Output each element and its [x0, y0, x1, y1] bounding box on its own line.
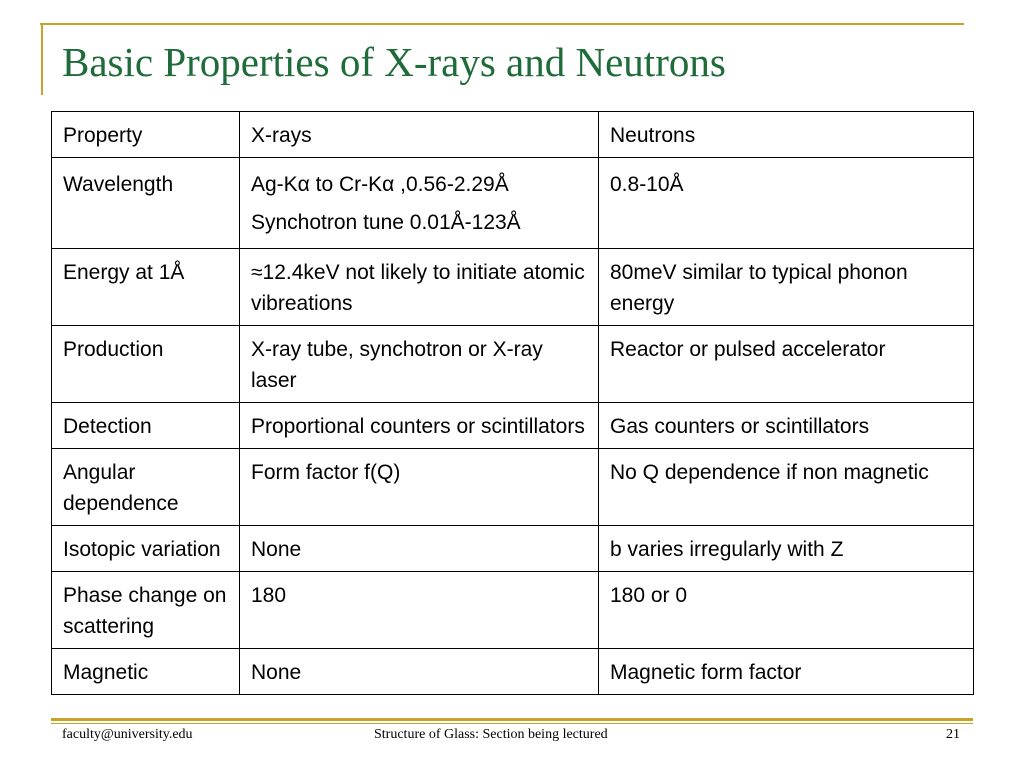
cell-property: Energy at 1Å: [52, 249, 240, 326]
cell-neutrons: 80meV similar to typical phonon energy: [599, 249, 974, 326]
cell-xrays: X-ray tube, synchotron or X-ray laser: [240, 326, 599, 403]
cell-neutrons: Reactor or pulsed accelerator: [599, 326, 974, 403]
footer-rule-thick: [51, 718, 973, 721]
cell-neutrons: 0.8-10Å: [599, 158, 974, 249]
cell-property: Isotopic variation: [52, 526, 240, 572]
table-row-magnetic: [52, 649, 974, 695]
cell-neutrons: 180 or 0: [599, 572, 974, 649]
table-header-row: [52, 112, 974, 158]
cell-property: Magnetic: [52, 649, 240, 695]
cell-xrays: None: [240, 526, 599, 572]
header-property: Property: [52, 112, 240, 158]
cell-xrays: Form factor f(Q): [240, 449, 599, 526]
cell-xrays: 180: [240, 572, 599, 649]
slide-title: Basic Properties of X-rays and Neutrons: [62, 39, 726, 85]
table-row-detection: [52, 403, 974, 449]
cell-neutrons: b varies irregularly with Z: [599, 526, 974, 572]
table-row-phase-change: [52, 572, 974, 649]
cell-property: Phase change on scattering: [52, 572, 240, 649]
cell-property: Wavelength: [52, 158, 240, 249]
cell-xrays: None: [240, 649, 599, 695]
footer-course: Structure of Glass: Section being lectured: [374, 727, 608, 742]
cell-xrays-line-2: Synchotron tune 0.01Å-123Å: [251, 211, 521, 234]
cell-property: Production: [52, 326, 240, 403]
cell-xrays: [240, 158, 599, 249]
cell-neutrons: No Q dependence if non magnetic: [599, 449, 974, 526]
cell-neutrons: Magnetic form factor: [599, 649, 974, 695]
footer-rule-thin: [51, 723, 973, 724]
header-xrays: X-rays: [240, 112, 599, 158]
properties-table: [51, 111, 974, 695]
table-row-production: [52, 326, 974, 403]
header-neutrons: Neutrons: [599, 112, 974, 158]
table-row-energy: [52, 249, 974, 326]
cell-xrays: Proportional counters or scintillators: [240, 403, 599, 449]
cell-property: Detection: [52, 403, 240, 449]
cell-neutrons: Gas counters or scintillators: [599, 403, 974, 449]
table-row-angular-dependence: [52, 449, 974, 526]
cell-property: Angular dependence: [52, 449, 240, 526]
table-row-isotopic-variation: [52, 526, 974, 572]
cell-xrays-line-1: Ag-Kα to Cr-Kα ,0.56-2.29Å: [251, 173, 509, 196]
top-accent-rule: [40, 23, 964, 25]
left-accent-rule: [41, 23, 43, 95]
footer-email: faculty@university.edu: [62, 727, 193, 742]
cell-xrays: ≈12.4keV not likely to initiate atomic vibreations: [240, 249, 599, 326]
footer-page-number: 21: [946, 727, 960, 742]
table-row-wavelength: [52, 158, 974, 249]
